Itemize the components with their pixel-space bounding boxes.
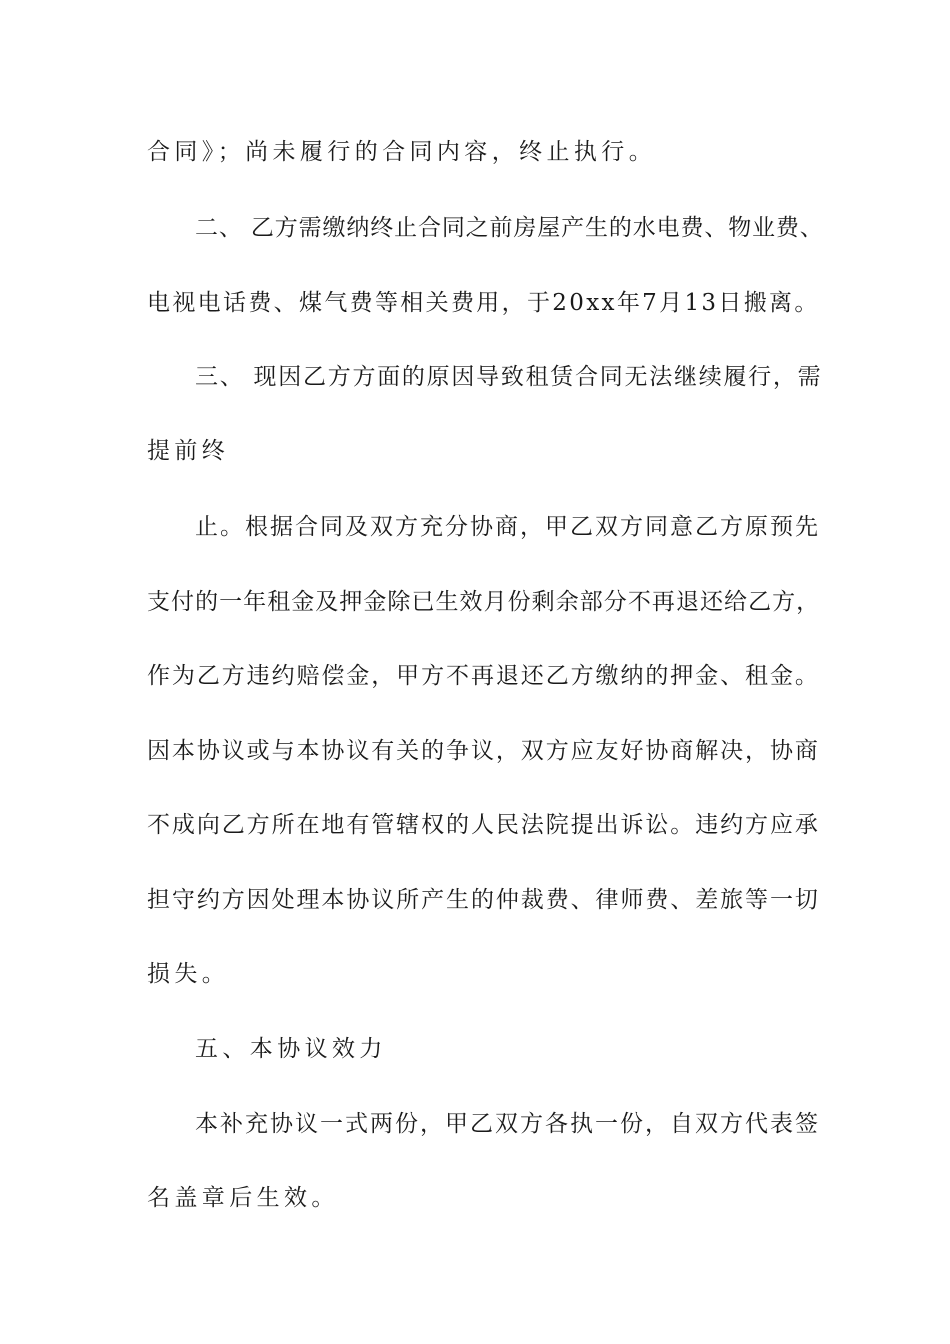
effect-line-1: 本补充协议一式两份，甲乙双方各执一份，自双方代表签 [195,1111,820,1137]
text-line-1: 合同》；尚未履行的合同内容，终止执行。 [147,139,657,165]
clause-two-line-2: 电视电话费、煤气费等相关费用，于20xx年7月13日搬离。 [147,290,820,316]
dispute-line-3: 担守约方因处理本协议所产生的仲裁费、律师费、差旅等一切 [147,887,820,913]
clause-two-line-1: 二、 乙方需缴纳终止合同之前房屋产生的水电费、物业费、 [195,215,824,241]
clause-three-line-5: 作为乙方违约赔偿金，甲方不再退还乙方缴纳的押金、租金。 [147,663,820,689]
dispute-line-2: 不成向乙方所在地有管辖权的人民法院提出诉讼。违约方应承 [147,812,820,838]
clause-three-line-3: 止。根据合同及双方充分协商，甲乙双方同意乙方原预先 [195,514,820,540]
effect-line-2: 名盖章后生效。 [147,1185,339,1211]
clause-three-line-1: 三、 现因乙方方面的原因导致租赁合同无法继续履行，需 [195,364,823,390]
dispute-line-4: 损失。 [147,961,230,987]
dispute-line-1: 因本协议或与本协议有关的争议，双方应友好协商解决，协商 [147,738,820,764]
clause-three-line-2: 提前终 [147,438,230,464]
section-five-heading: 五、本协议效力 [195,1036,387,1062]
clause-three-line-4: 支付的一年租金及押金除已生效月份剩余部分不再退还给乙方， [147,589,821,615]
